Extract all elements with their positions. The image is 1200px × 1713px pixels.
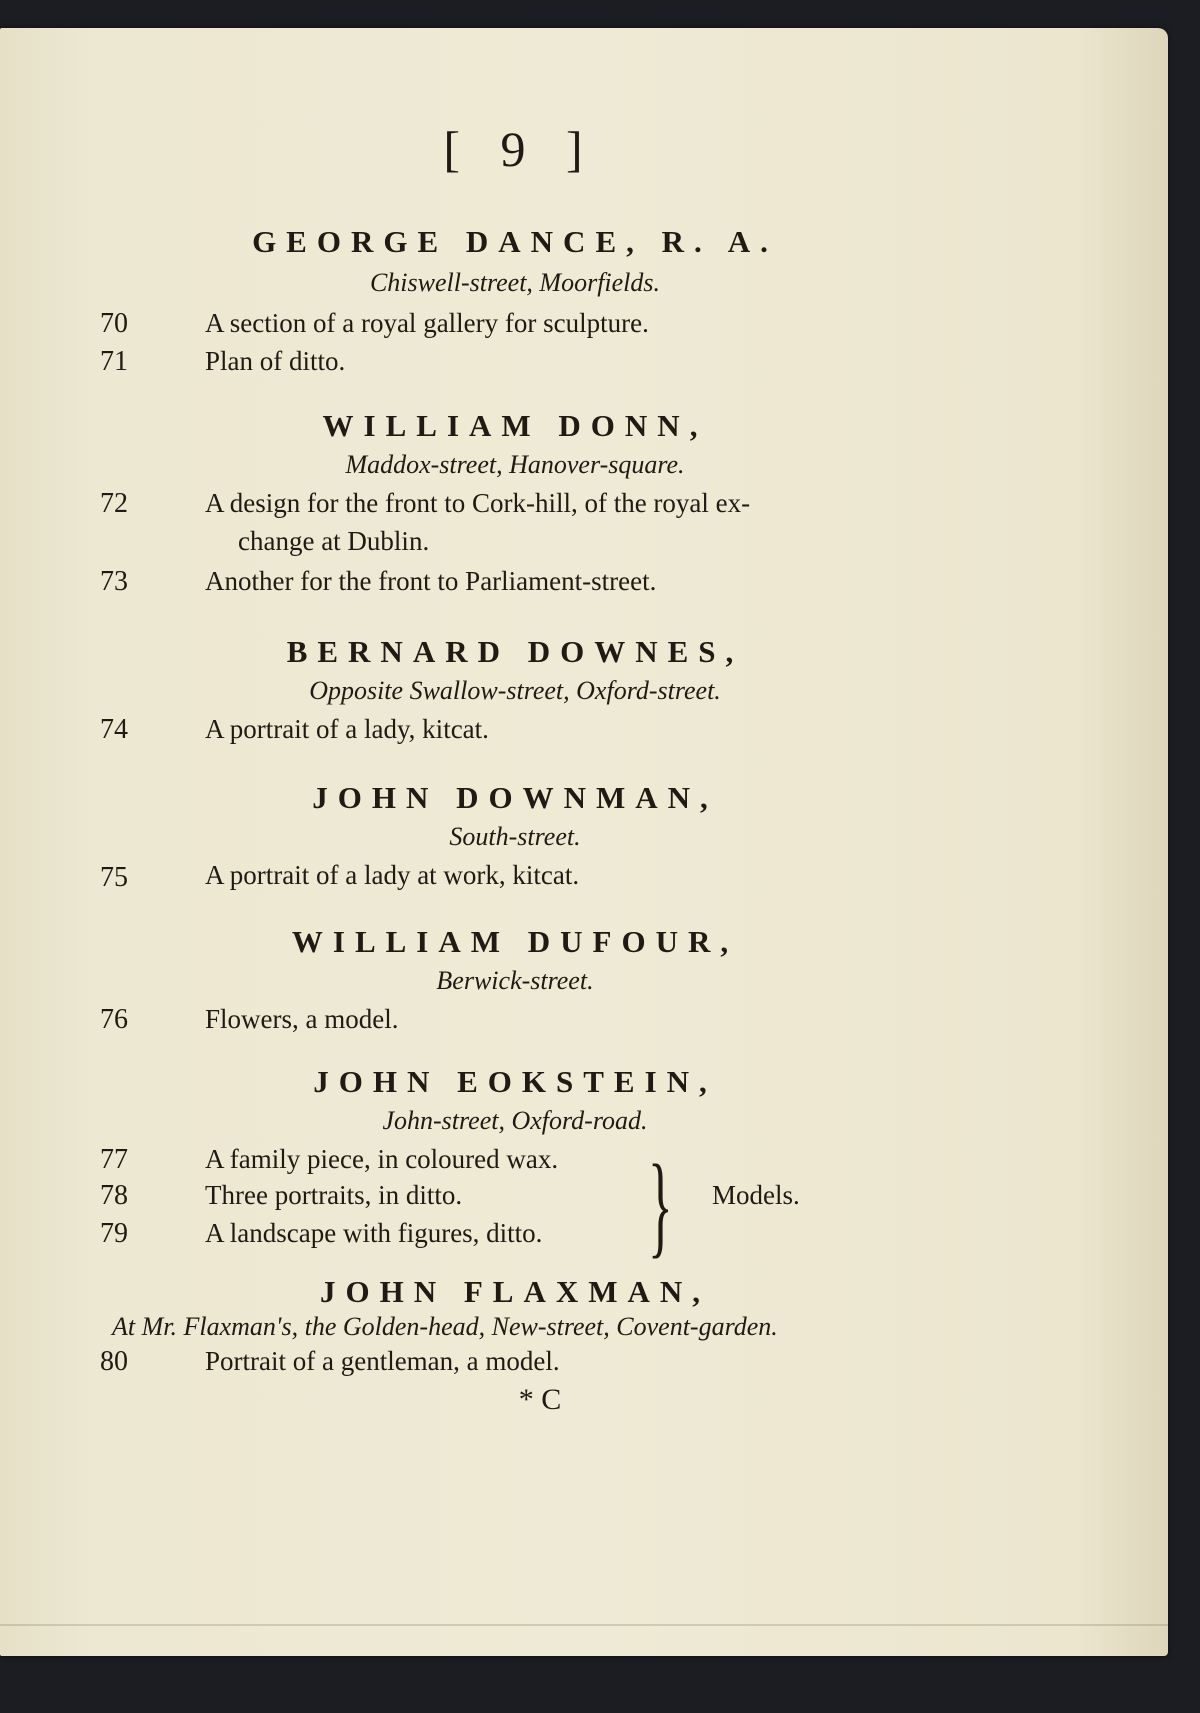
entry-number: 76: [100, 1004, 128, 1035]
entry-text: A portrait of a lady, kitcat.: [205, 714, 489, 744]
artist-address: Chiswell-street, Moorfields.: [369, 268, 661, 297]
entry-number: 71: [100, 346, 128, 377]
entry-text: Three portraits, in ditto.: [205, 1180, 463, 1210]
artist-address: South-street.: [449, 822, 581, 851]
entry-text: A design for the front to Cork-hill, of the royal ex-: [205, 488, 751, 518]
entry-text: Plan of ditto.: [205, 346, 346, 376]
artist-address: At Mr. Flaxman's, the Golden-head, New-street, Covent-garden.: [112, 1312, 778, 1341]
entry-text: A portrait of a lady at work, kitcat.: [205, 860, 580, 890]
group-brace: }: [648, 1141, 673, 1268]
entry-number: 70: [100, 308, 128, 339]
entry-text: A section of a royal gallery for sculpture.: [205, 308, 649, 338]
artist-name: JOHN EOKSTEIN,: [313, 1064, 717, 1099]
catalogue-page: [0, 28, 1168, 1656]
artist-address: John-street, Oxford-road.: [382, 1106, 648, 1135]
artist-name: JOHN FLAXMAN,: [319, 1274, 711, 1309]
entry-text: Another for the front to Parliament-street.: [205, 566, 657, 596]
entry-text: Flowers, a model.: [205, 1004, 399, 1034]
catchword: * C: [518, 1383, 562, 1416]
entry-text: A landscape with figures, ditto.: [205, 1218, 543, 1248]
entry-number: 72: [100, 488, 128, 519]
artist-name: GEORGE DANCE, R. A.: [252, 224, 778, 259]
artist-address: Opposite Swallow-street, Oxford-street.: [309, 676, 721, 705]
entry-number: 79: [100, 1218, 128, 1249]
entry-number: 73: [100, 566, 128, 597]
entry-text: A family piece, in coloured wax.: [205, 1144, 559, 1174]
artist-name: JOHN DOWNMAN,: [312, 780, 718, 815]
entry-text: Portrait of a gentleman, a model.: [205, 1346, 560, 1376]
entry-number: 75: [100, 862, 128, 893]
entry-number: 78: [100, 1180, 128, 1211]
entry-text-continued: change at Dublin.: [238, 526, 430, 556]
artist-name: BERNARD DOWNES,: [286, 634, 744, 669]
artist-name: WILLIAM DONN,: [322, 408, 708, 443]
entry-number: 80: [100, 1346, 128, 1377]
group-label: Models.: [712, 1180, 800, 1210]
entry-number: 74: [100, 714, 128, 745]
artist-name: WILLIAM DUFOUR,: [291, 924, 739, 959]
artist-address: Berwick-street.: [436, 966, 594, 995]
page-number: [ 9 ]: [443, 121, 597, 177]
entry-number: 77: [100, 1144, 128, 1175]
artist-address: Maddox-street, Hanover-square.: [345, 450, 685, 479]
